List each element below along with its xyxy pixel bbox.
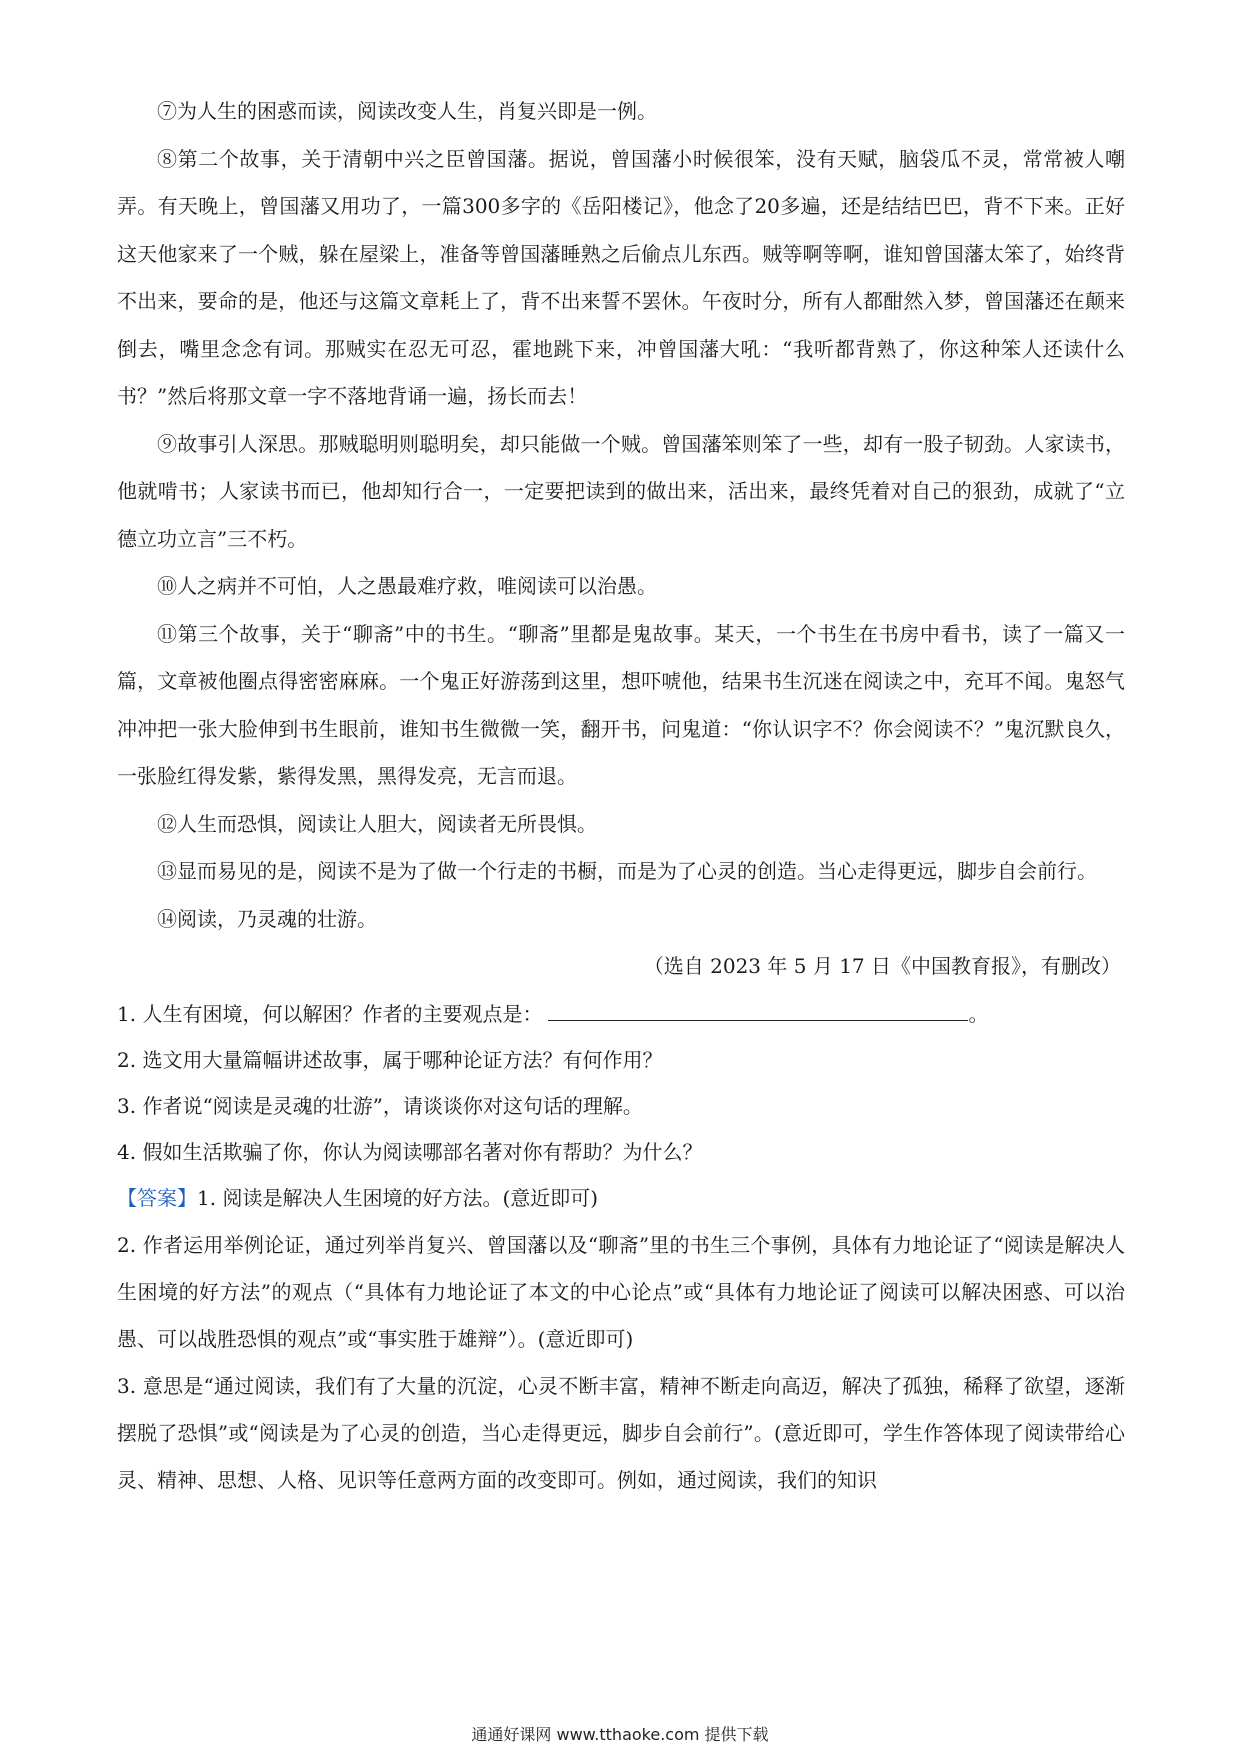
answer-2: 2. 作者运用举例论证，通过列举肖复兴、曾国藩以及“聊斋”里的书生三个事例，具体有力地论证了“阅读是解决人生困境的好方法”的观点（“具体有力地论证了本文的中心论点”或“具体有力地论证了阅读可以解决困惑、可以治愚、可以战胜恐惧的观点”或“事实胜于雄辩”）。(意近即可) <box>117 1232 1125 1351</box>
answer-1 <box>117 1175 1125 1222</box>
question-3: 3. 作者说“阅读是灵魂的壮游”，请谈谈你对这句话的理解。 <box>117 1093 643 1118</box>
paragraph-12: ⑫人生而恐惧，阅读让人胆大，阅读者无所畏惧。 <box>157 811 597 836</box>
question-1-end: 。 <box>968 1001 989 1026</box>
paragraph-13: ⑬显而易见的是，阅读不是为了做一个行走的书橱，而是为了心灵的创造。当心走得更远，脚步自会前行。 <box>157 859 1097 883</box>
answer-blank <box>548 998 968 1021</box>
answer-section <box>117 1175 1125 1504</box>
question-1-text: 1. 人生有困境，何以解困？作者的主要观点是： <box>117 1001 543 1026</box>
question-list <box>117 991 1125 1175</box>
answer-3: 3. 意思是“通过阅读，我们有了大量的沉淀，心灵不断丰富，精神不断走向高迈，解决了孤独，稀释了欲望，逐渐摆脱了恐惧”或“阅读是为了心灵的创造，当心走得更远，脚步自会前行”。(意近即可，学生作答体现了阅读带给心灵、精神、思想、人格、见识等任意两方面的改变即可。例如，通过阅读，我们的知识 <box>117 1373 1125 1492</box>
question-1 <box>117 991 1125 1037</box>
paragraph-9: ⑨故事引人深思。那贼聪明则聪明矣，却只能做一个贼。曾国藩笨则笨了一些，却有一股子韧劲。人家读书，他就啃书；人家读书而已，他却知行合一，一定要把读到的做出来，活出来，最终凭着对自己的狠劲，成就了“立德立功立言”三不朽。 <box>117 431 1125 551</box>
paragraph-7: ⑦为人生的困惑而读，阅读改变人生，肖复兴即是一例。 <box>157 99 657 123</box>
page-footer: 通通好课网 www.tthaoke.com 提供下载 <box>471 1725 769 1744</box>
answer-label: 【答案】 <box>117 1185 197 1210</box>
article-source: （选自 2023 年 5 月 17 日《中国教育报》，有删改） <box>643 954 1121 978</box>
answer-1-text: 1. 阅读是解决人生困境的好方法。(意近即可) <box>197 1185 599 1210</box>
article-body <box>117 88 1125 1504</box>
paragraph-11: ⑪第三个故事，关于“聊斋”中的书生。“聊斋”里都是鬼故事。某天，一个书生在书房中看书，读了一篇又一篇，文章被他圈点得密密麻麻。一个鬼正好游荡到这里，想吓唬他，结果书生沉迷在阅读之中，充耳不闻。鬼怒气冲冲把一张大脸伸到书生眼前，谁知书生微微一笑，翻开书，问鬼道：“你认识字不？你会阅读不？”鬼沉默良久，一张脸红得发紫，紫得发黑，黑得发亮，无言而退。 <box>117 621 1125 788</box>
paragraph-10: ⑩人之病并不可怕，人之愚最难疗救，唯阅读可以治愚。 <box>157 574 657 598</box>
question-4: 4. 假如生活欺骗了你，你认为阅读哪部名著对你有帮助？为什么？ <box>117 1139 703 1164</box>
paragraph-14: ⑭阅读，乃灵魂的壮游。 <box>157 906 377 931</box>
paragraph-8: ⑧第二个故事，关于清朝中兴之臣曾国藩。据说，曾国藩小时候很笨，没有天赋，脑袋瓜不灵，常常被人嘲弄。有天晚上，曾国藩又用功了，一篇300多字的《岳阳楼记》，他念了20多遍，还是结结巴巴，背不下来。正好这天他家来了一个贼，躲在屋梁上，准备等曾国藩睡熟之后偷点儿东西。贼等啊等啊，谁知曾国藩太笨了，始终背不出来，要命的是，他还与这篇文章耗上了，背不出来誓不罢休。午夜时分，所有人都酣然入梦，曾国藩还在颠来倒去，嘴里念念有词。那贼实在忍无可忍，霍地跳下来，冲曾国藩大吼：“我听都背熟了，你这种笨人还读什么书？”然后将那文章一字不落地背诵一遍，扬长而去！ <box>117 146 1125 408</box>
question-2: 2. 选文用大量篇幅讲述故事，属于哪种论证方法？有何作用？ <box>117 1047 663 1072</box>
